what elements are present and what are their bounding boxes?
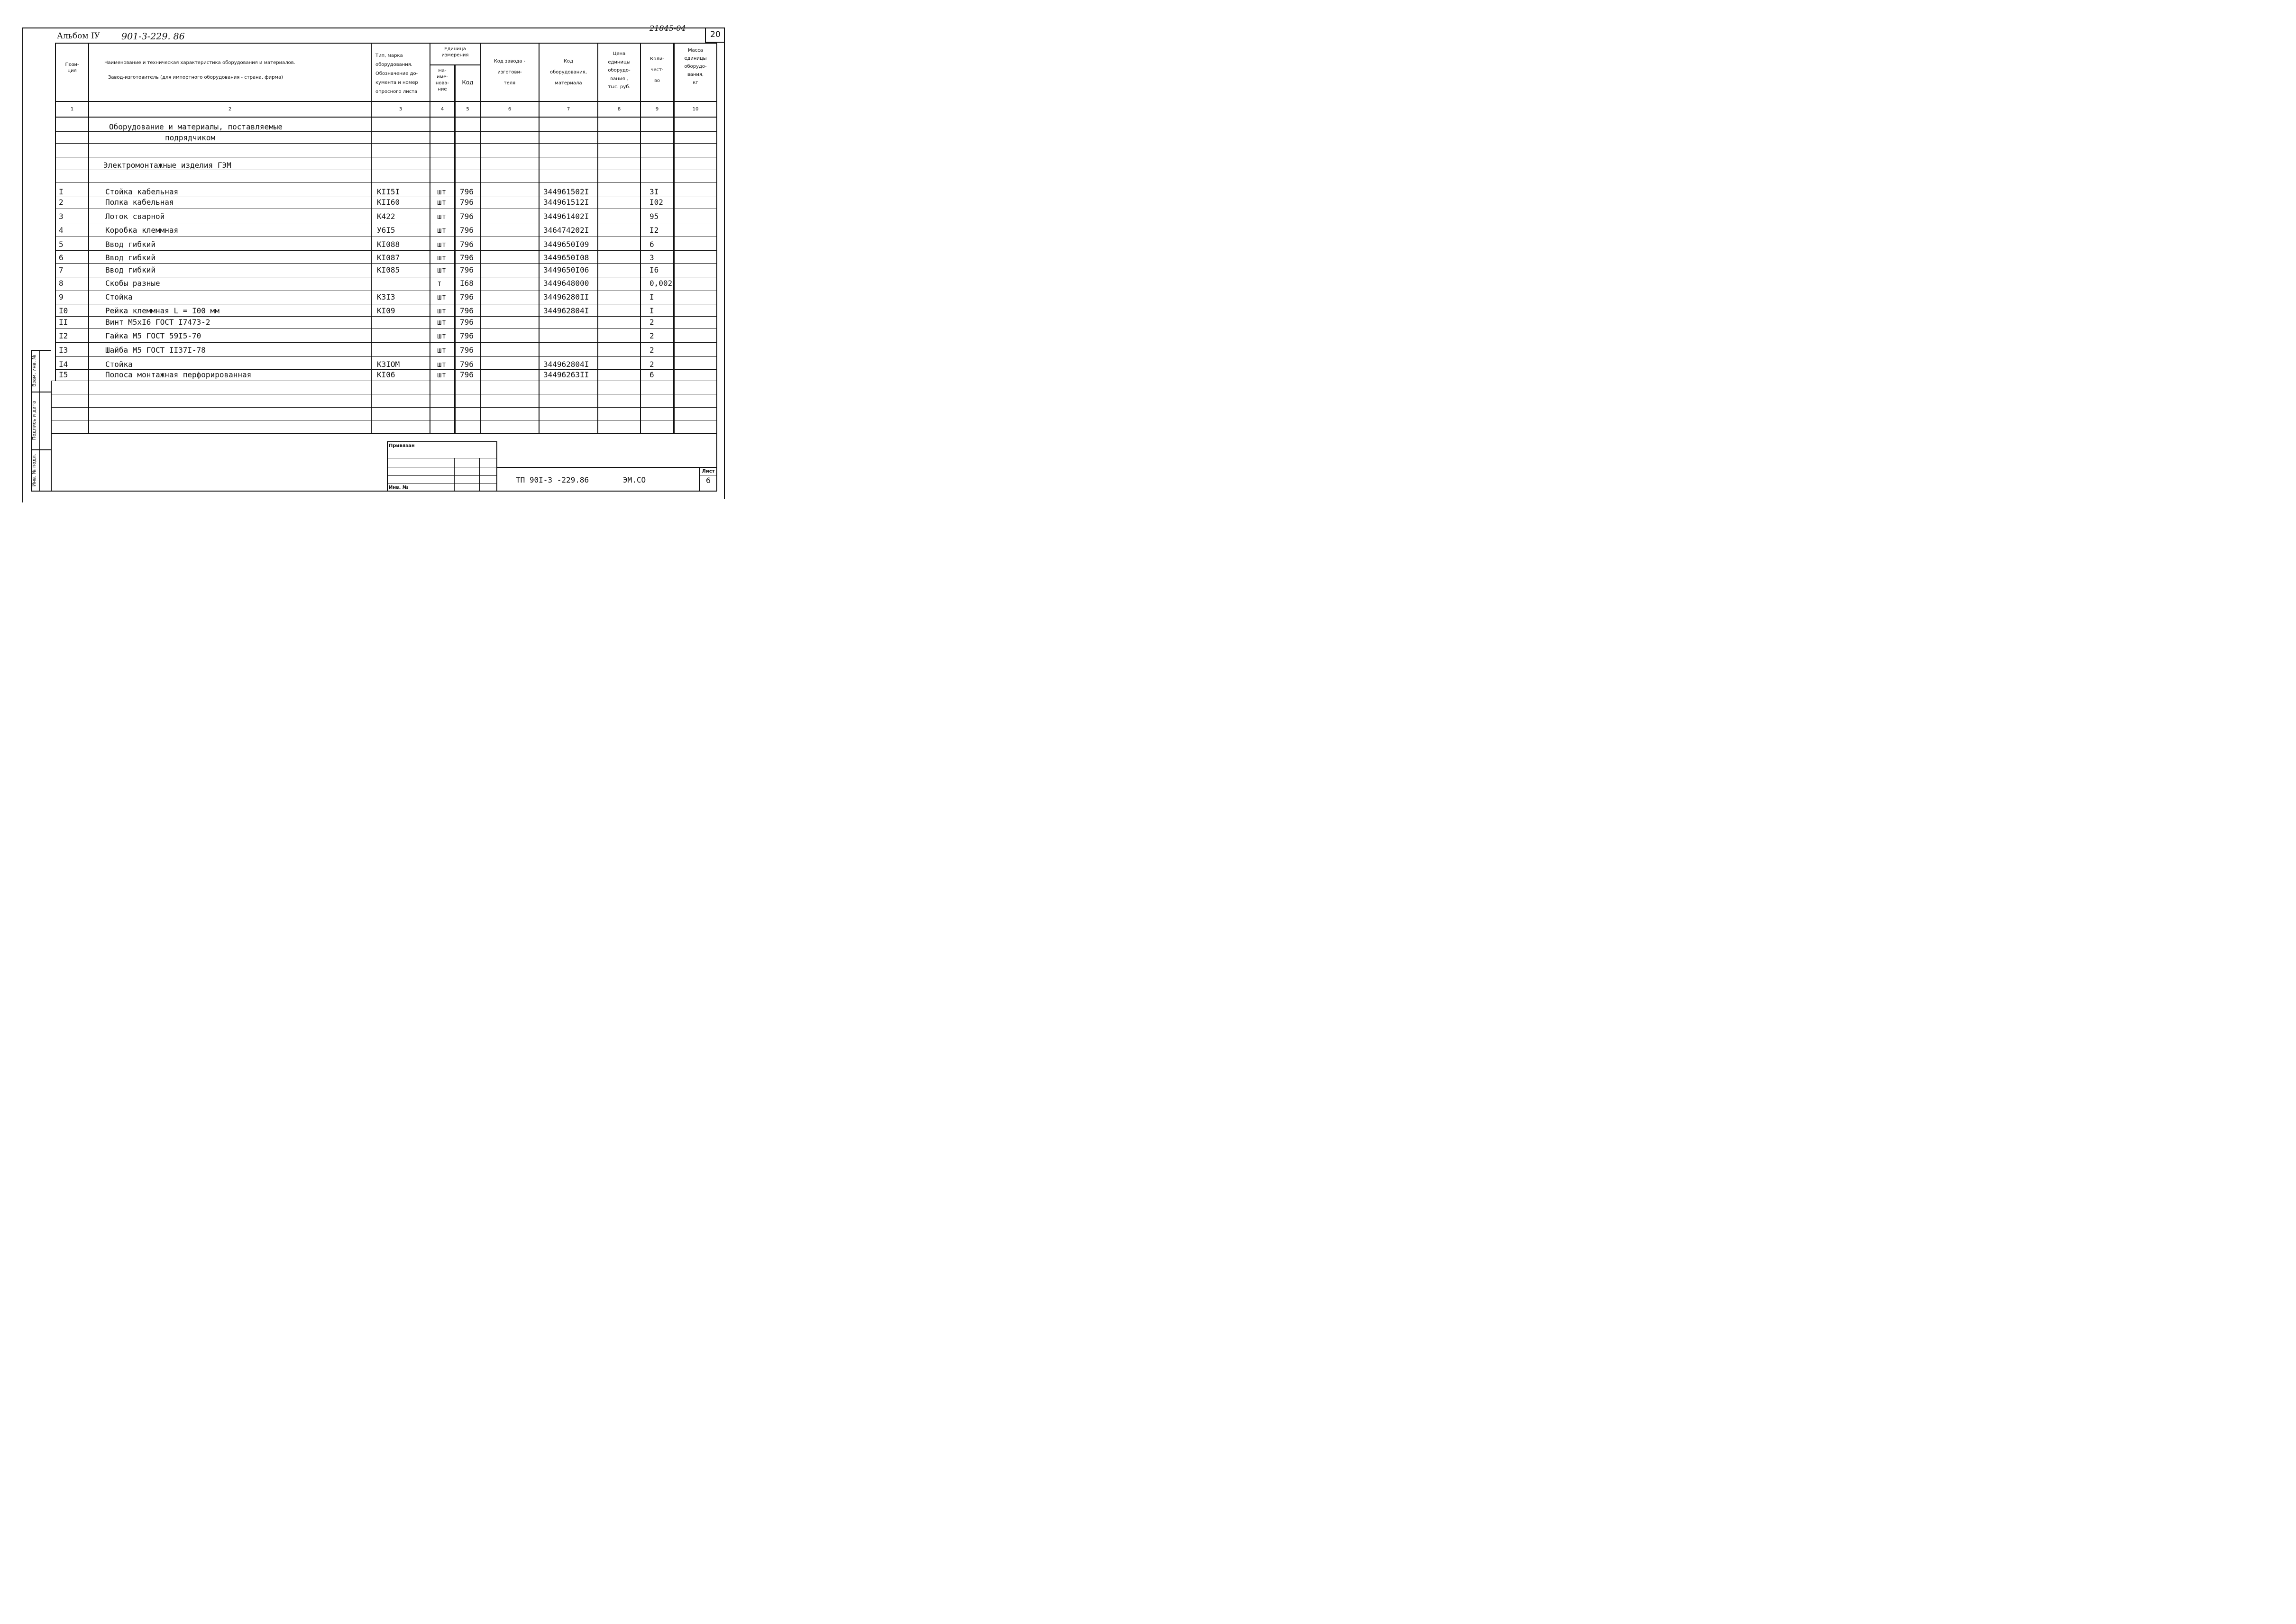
item-unit-code: 796 xyxy=(460,265,474,274)
item-position: 3 xyxy=(59,212,64,221)
item-name: Гайка М5 ГОСТ 59I5-70 xyxy=(105,331,201,340)
item-position: 6 xyxy=(59,253,64,262)
row-line xyxy=(55,131,717,132)
col-number: 9 xyxy=(655,107,659,112)
item-name: Стойка xyxy=(105,292,133,301)
item-quantity: 6 xyxy=(649,240,654,249)
album-label: Альбом IУ xyxy=(57,31,101,41)
section-heading: подрядчиком xyxy=(165,133,215,142)
item-position: 4 xyxy=(59,226,64,235)
item-quantity: I02 xyxy=(649,198,663,207)
side-strip-line xyxy=(31,449,51,450)
item-unit-code: 796 xyxy=(460,360,474,369)
footer-mark: ЭМ.СО xyxy=(623,475,646,484)
item-unit: шт xyxy=(437,198,447,207)
item-name: Ввод гибкий xyxy=(105,240,156,249)
numbers-bottom-line xyxy=(55,117,717,118)
item-quantity: 2 xyxy=(649,331,654,340)
col-line xyxy=(673,43,675,434)
item-material-code: 344962804I xyxy=(543,360,589,369)
row-line xyxy=(55,316,717,317)
item-unit-code: I68 xyxy=(460,279,474,288)
item-quantity: I2 xyxy=(649,226,659,235)
item-material-code: 3449650I08 xyxy=(543,253,589,262)
project-number: 901-3-229. 86 xyxy=(121,31,185,42)
item-quantity: I6 xyxy=(649,265,659,274)
stamp-line xyxy=(479,458,480,491)
col-number: 5 xyxy=(466,107,469,112)
item-material-code: 344961502I xyxy=(543,187,589,196)
item-quantity: 95 xyxy=(649,212,659,221)
header-bottom-line xyxy=(55,101,717,102)
item-unit: шт xyxy=(437,226,447,235)
item-name: Стойка xyxy=(105,360,133,369)
side-strip-line xyxy=(31,350,51,351)
item-material-code: 344961512I xyxy=(543,198,589,207)
item-unit-code: 796 xyxy=(460,292,474,301)
col-number: 4 xyxy=(440,107,444,112)
item-quantity: I xyxy=(649,306,654,315)
item-name: Ввод гибкий xyxy=(105,265,156,274)
row-line xyxy=(55,143,717,144)
title-strip-line xyxy=(497,467,717,468)
side-strip-line xyxy=(39,350,40,491)
item-unit-code: 796 xyxy=(460,187,474,196)
item-unit-code: 796 xyxy=(460,253,474,262)
item-type: КI09 xyxy=(377,306,395,315)
item-material-code: 34496280II xyxy=(543,292,589,301)
item-unit: шт xyxy=(437,370,447,379)
row-line xyxy=(55,369,717,370)
item-quantity: 2 xyxy=(649,360,654,369)
stamp-line xyxy=(387,475,497,476)
row-line xyxy=(55,328,717,329)
item-position: 9 xyxy=(59,292,64,301)
item-position: I4 xyxy=(59,360,68,369)
item-type: КI088 xyxy=(377,240,400,249)
side-label-inv-podl: Инв. № подл. xyxy=(32,454,37,487)
item-unit-code: 796 xyxy=(460,346,474,355)
item-type: К3I3 xyxy=(377,292,395,301)
frame-right-line xyxy=(724,27,725,499)
item-type: КII5I xyxy=(377,187,400,196)
col-number: 8 xyxy=(617,107,621,112)
col-line xyxy=(640,43,641,434)
item-unit-code: 796 xyxy=(460,306,474,315)
col-number: 7 xyxy=(567,107,570,112)
drawing-sheet xyxy=(0,0,741,524)
item-name: Ввод гибкий xyxy=(105,253,156,262)
frame-left-line xyxy=(22,27,23,502)
item-material-code: 3449650I09 xyxy=(543,240,589,249)
item-position: I0 xyxy=(59,306,68,315)
item-name: Коробка клеммная xyxy=(105,226,179,235)
item-name: Лоток сварной xyxy=(105,212,165,221)
item-name: Рейка клеммная L = I00 мм xyxy=(105,306,220,315)
page-corner-number: 20 xyxy=(710,30,721,39)
item-type: КI087 xyxy=(377,253,400,262)
header-unit-code: Код xyxy=(462,79,474,86)
item-unit: шт xyxy=(437,318,447,327)
header-factory-code: Код завода - изготови- теля xyxy=(494,59,526,86)
col-number: 3 xyxy=(399,107,402,112)
row-line xyxy=(55,263,717,264)
col-line xyxy=(454,64,456,434)
item-quantity: 0,002 xyxy=(649,279,673,288)
sheet-label: Лист xyxy=(702,469,715,474)
item-unit-code: 796 xyxy=(460,370,474,379)
col-line xyxy=(55,43,56,381)
row-line xyxy=(55,182,717,183)
item-unit-code: 796 xyxy=(460,318,474,327)
col-number: 2 xyxy=(228,107,232,112)
item-position: 7 xyxy=(59,265,64,274)
item-unit: шт xyxy=(437,212,447,221)
item-name: Полоса монтажная перфорированная xyxy=(105,370,252,379)
item-material-code: 3449650I06 xyxy=(543,265,589,274)
item-unit-code: 796 xyxy=(460,240,474,249)
row-line xyxy=(55,356,717,357)
side-label-vzam: Взам. инв. № xyxy=(32,355,37,387)
item-type: КI06 xyxy=(377,370,395,379)
col-number: 10 xyxy=(692,107,699,112)
section-heading: Оборудование и материалы, поставляемые xyxy=(109,122,283,131)
col-number: 6 xyxy=(508,107,512,112)
item-type: КI085 xyxy=(377,265,400,274)
col-line xyxy=(371,43,372,434)
col-line xyxy=(88,43,89,434)
footer-title: ТП 90I-3 -229.86 xyxy=(516,475,589,484)
header-unit-name: На- име- нова- ние xyxy=(435,68,449,92)
table-right-line xyxy=(716,43,717,491)
side-strip-line xyxy=(31,491,51,492)
item-unit-code: 796 xyxy=(460,226,474,235)
item-type: К3IОМ xyxy=(377,360,400,369)
item-position: II xyxy=(59,318,68,327)
item-position: I xyxy=(59,187,64,196)
header-name-line1: Наименование и техническая характеристика оборудования и материалов. xyxy=(104,60,295,65)
stamp-line xyxy=(387,441,497,442)
item-type: КII60 xyxy=(377,198,400,207)
item-position: I3 xyxy=(59,346,68,355)
item-unit: шт xyxy=(437,331,447,340)
col-line xyxy=(480,43,481,434)
stamp-privyazan: Привязан xyxy=(389,443,415,448)
item-unit: т xyxy=(437,279,442,288)
item-unit-code: 796 xyxy=(460,198,474,207)
item-name: Полка кабельная xyxy=(105,198,174,207)
header-position: Пози- ция xyxy=(65,62,79,73)
row-line xyxy=(55,342,717,343)
col-line xyxy=(51,381,52,491)
frame-top-line xyxy=(22,27,724,28)
item-unit: шт xyxy=(437,265,447,274)
item-name: Шайба М5 ГОСТ II37I-78 xyxy=(105,346,206,355)
item-name: Скобы разные xyxy=(105,279,160,288)
item-unit-code: 796 xyxy=(460,212,474,221)
header-unit: Единица измерения xyxy=(441,46,469,58)
col-line xyxy=(539,43,540,434)
item-unit: шт xyxy=(437,292,447,301)
item-position: 5 xyxy=(59,240,64,249)
header-quantity: Коли- чест- во xyxy=(650,56,664,83)
item-unit: шт xyxy=(437,346,447,355)
item-type: К422 xyxy=(377,212,395,221)
item-unit: шт xyxy=(437,306,447,315)
sheet-bottom-line xyxy=(51,491,717,492)
item-type: У6I5 xyxy=(377,226,395,235)
item-name: Винт М5хI6 ГОСТ I7473-2 xyxy=(105,318,210,327)
sheet-number: 6 xyxy=(705,476,711,485)
item-position: I5 xyxy=(59,370,68,379)
section-heading: Электромонтажные изделия ГЭМ xyxy=(103,161,231,170)
item-quantity: 2 xyxy=(649,318,654,327)
item-quantity: 2 xyxy=(649,346,654,355)
table-top-line xyxy=(55,43,717,44)
item-quantity: I xyxy=(649,292,654,301)
item-unit-code: 796 xyxy=(460,331,474,340)
item-position: 8 xyxy=(59,279,64,288)
corner-box-line xyxy=(705,27,706,42)
stamp-inv-no: Инв. № xyxy=(389,485,408,490)
header-name-line2: Завод-изготовитель (для импортного оборудования - страна, фирма) xyxy=(108,75,284,80)
item-unit: шт xyxy=(437,240,447,249)
item-unit: шт xyxy=(437,360,447,369)
document-number: 21845-04 xyxy=(649,24,686,33)
item-position: 2 xyxy=(59,198,64,207)
item-material-code: 34496263II xyxy=(543,370,589,379)
item-position: I2 xyxy=(59,331,68,340)
table-bottom-line xyxy=(51,433,717,434)
item-material-code: 344961402I xyxy=(543,212,589,221)
stamp-line xyxy=(454,458,455,491)
col-line xyxy=(597,43,598,434)
side-label-podpis: Подпись и дата xyxy=(32,401,37,440)
row-line xyxy=(55,250,717,251)
header-material-code: Код оборудования, материала xyxy=(550,59,587,86)
item-material-code: 344962804I xyxy=(543,306,589,315)
header-price: Цена единицы оборудо- вания , тыс. руб. xyxy=(608,51,631,90)
item-quantity: 3I xyxy=(649,187,659,196)
row-line xyxy=(51,407,717,408)
unit-split-line xyxy=(430,64,480,65)
item-name: Стойка кабельная xyxy=(105,187,179,196)
item-material-code: 346474202I xyxy=(543,226,589,235)
item-quantity: 6 xyxy=(649,370,654,379)
item-unit: шт xyxy=(437,253,447,262)
item-quantity: 3 xyxy=(649,253,654,262)
header-type: Тип, марка оборудования. Обозначение до- кумента и номер опросного листа xyxy=(375,53,418,94)
item-material-code: 3449648000 xyxy=(543,279,589,288)
col-number: 1 xyxy=(70,107,74,112)
item-unit: шт xyxy=(437,187,447,196)
header-mass: Масса единицы оборудо- вания, кг xyxy=(684,48,707,85)
